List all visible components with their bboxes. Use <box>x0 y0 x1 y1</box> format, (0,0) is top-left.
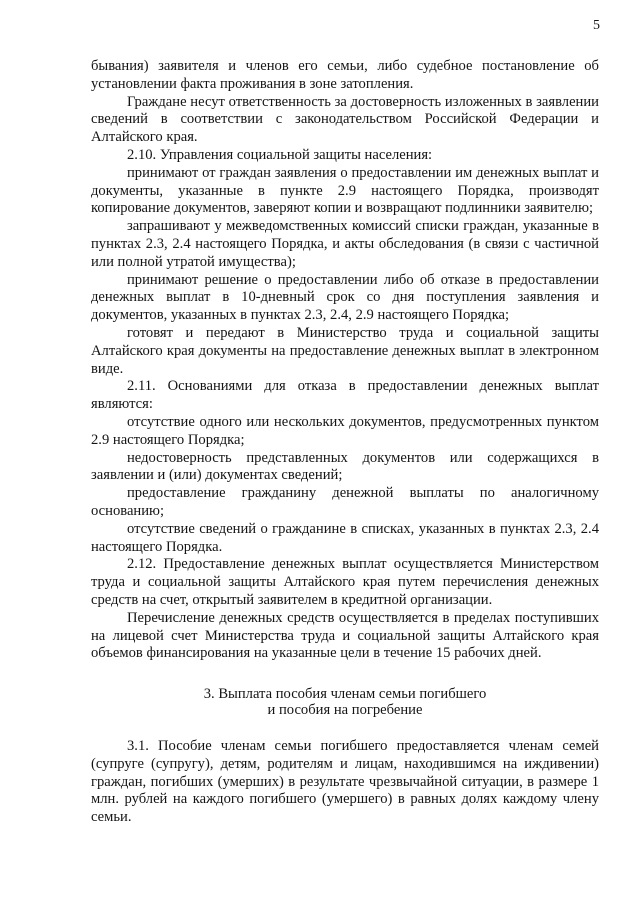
paragraph: 2.12. Предоставление денежных выплат осуществляется Министерством труда и социальной защиты Алтайского края путем перечисления денежных средств на счет, открытый заявителем в кредитной организации. <box>91 556 599 608</box>
paragraph: готовят и передают в Министерство труда и социальной защиты Алтайского края документы на предоставление денежных выплат в электронном виде. <box>91 324 599 377</box>
paragraph: бывания) заявителя и членов его семьи, либо судебное постановление об установлении факта проживания в зоне затопления. <box>91 58 599 92</box>
paragraph: Граждане несут ответственность за достоверность изложенных в заявлении сведений в соответствии с законодательством Российской Федерации и Алтайского края. <box>91 93 599 146</box>
paragraph: принимают от граждан заявления о предоставлении им денежных выплат и документы, указанные в пункте 2.9 настоящего Порядка, производят копирование документов, заверяют копии и возвращают подлинники заявителю; <box>91 164 599 217</box>
document-body <box>91 58 599 827</box>
section-heading-line-1: 3. Выплата пособия членам семьи погибшего <box>203 686 487 703</box>
paragraph: принимают решение о предоставлении либо об отказе в предоставлении денежных выплат в 10-дневный срок со дня поступления заявления и документов, указанных в пунктах 2.3, 2.4, 2.9 настоящего Порядка; <box>91 271 599 324</box>
section-heading <box>91 686 599 718</box>
paragraph: запрашивают у межведомственных комиссий списки граждан, указанные в пунктах 2.3, 2.4 настоящего Порядка, и акты обследования (в связи с частичной или полной утратой имущества); <box>91 218 599 270</box>
paragraph: 2.10. Управления социальной защиты населения: <box>127 146 433 163</box>
section-heading-line-2: и пособия на погребение <box>267 702 423 719</box>
paragraph: недостоверность представленных документов или содержащихся в заявлении и (или) документах сведений; <box>91 449 599 484</box>
paragraph: отсутствие сведений о гражданине в списках, указанных в пунктах 2.3, 2.4 настоящего Порядка. <box>91 520 599 555</box>
paragraph: отсутствие одного или нескольких документов, предусмотренных пунктом 2.9 настоящего Порядка; <box>91 413 599 448</box>
paragraph: 3.1. Пособие членам семьи погибшего предоставляется членам семей (супруге (супругу), детям, родителям и лицам, находившимся на иждивении) граждан, погибших (умерших) в результате чрезвычайной ситуации, в размере 1 млн. рублей на каждого погибшего (умершего) в равных долях каждому члену семьи. <box>91 738 599 826</box>
page-number: 5 <box>593 18 600 33</box>
paragraph: Перечисление денежных средств осуществляется в пределах поступивших на лицевой счет Министерства труда и социальной защиты Алтайского края объемов финансирования на указанные цели в течение 15 рабочих дней. <box>91 609 599 662</box>
paragraph: предоставление гражданину денежной выплаты по аналогичному основанию; <box>91 485 599 519</box>
paragraph: 2.11. Основаниями для отказа в предоставлении денежных выплат являются: <box>91 378 599 413</box>
